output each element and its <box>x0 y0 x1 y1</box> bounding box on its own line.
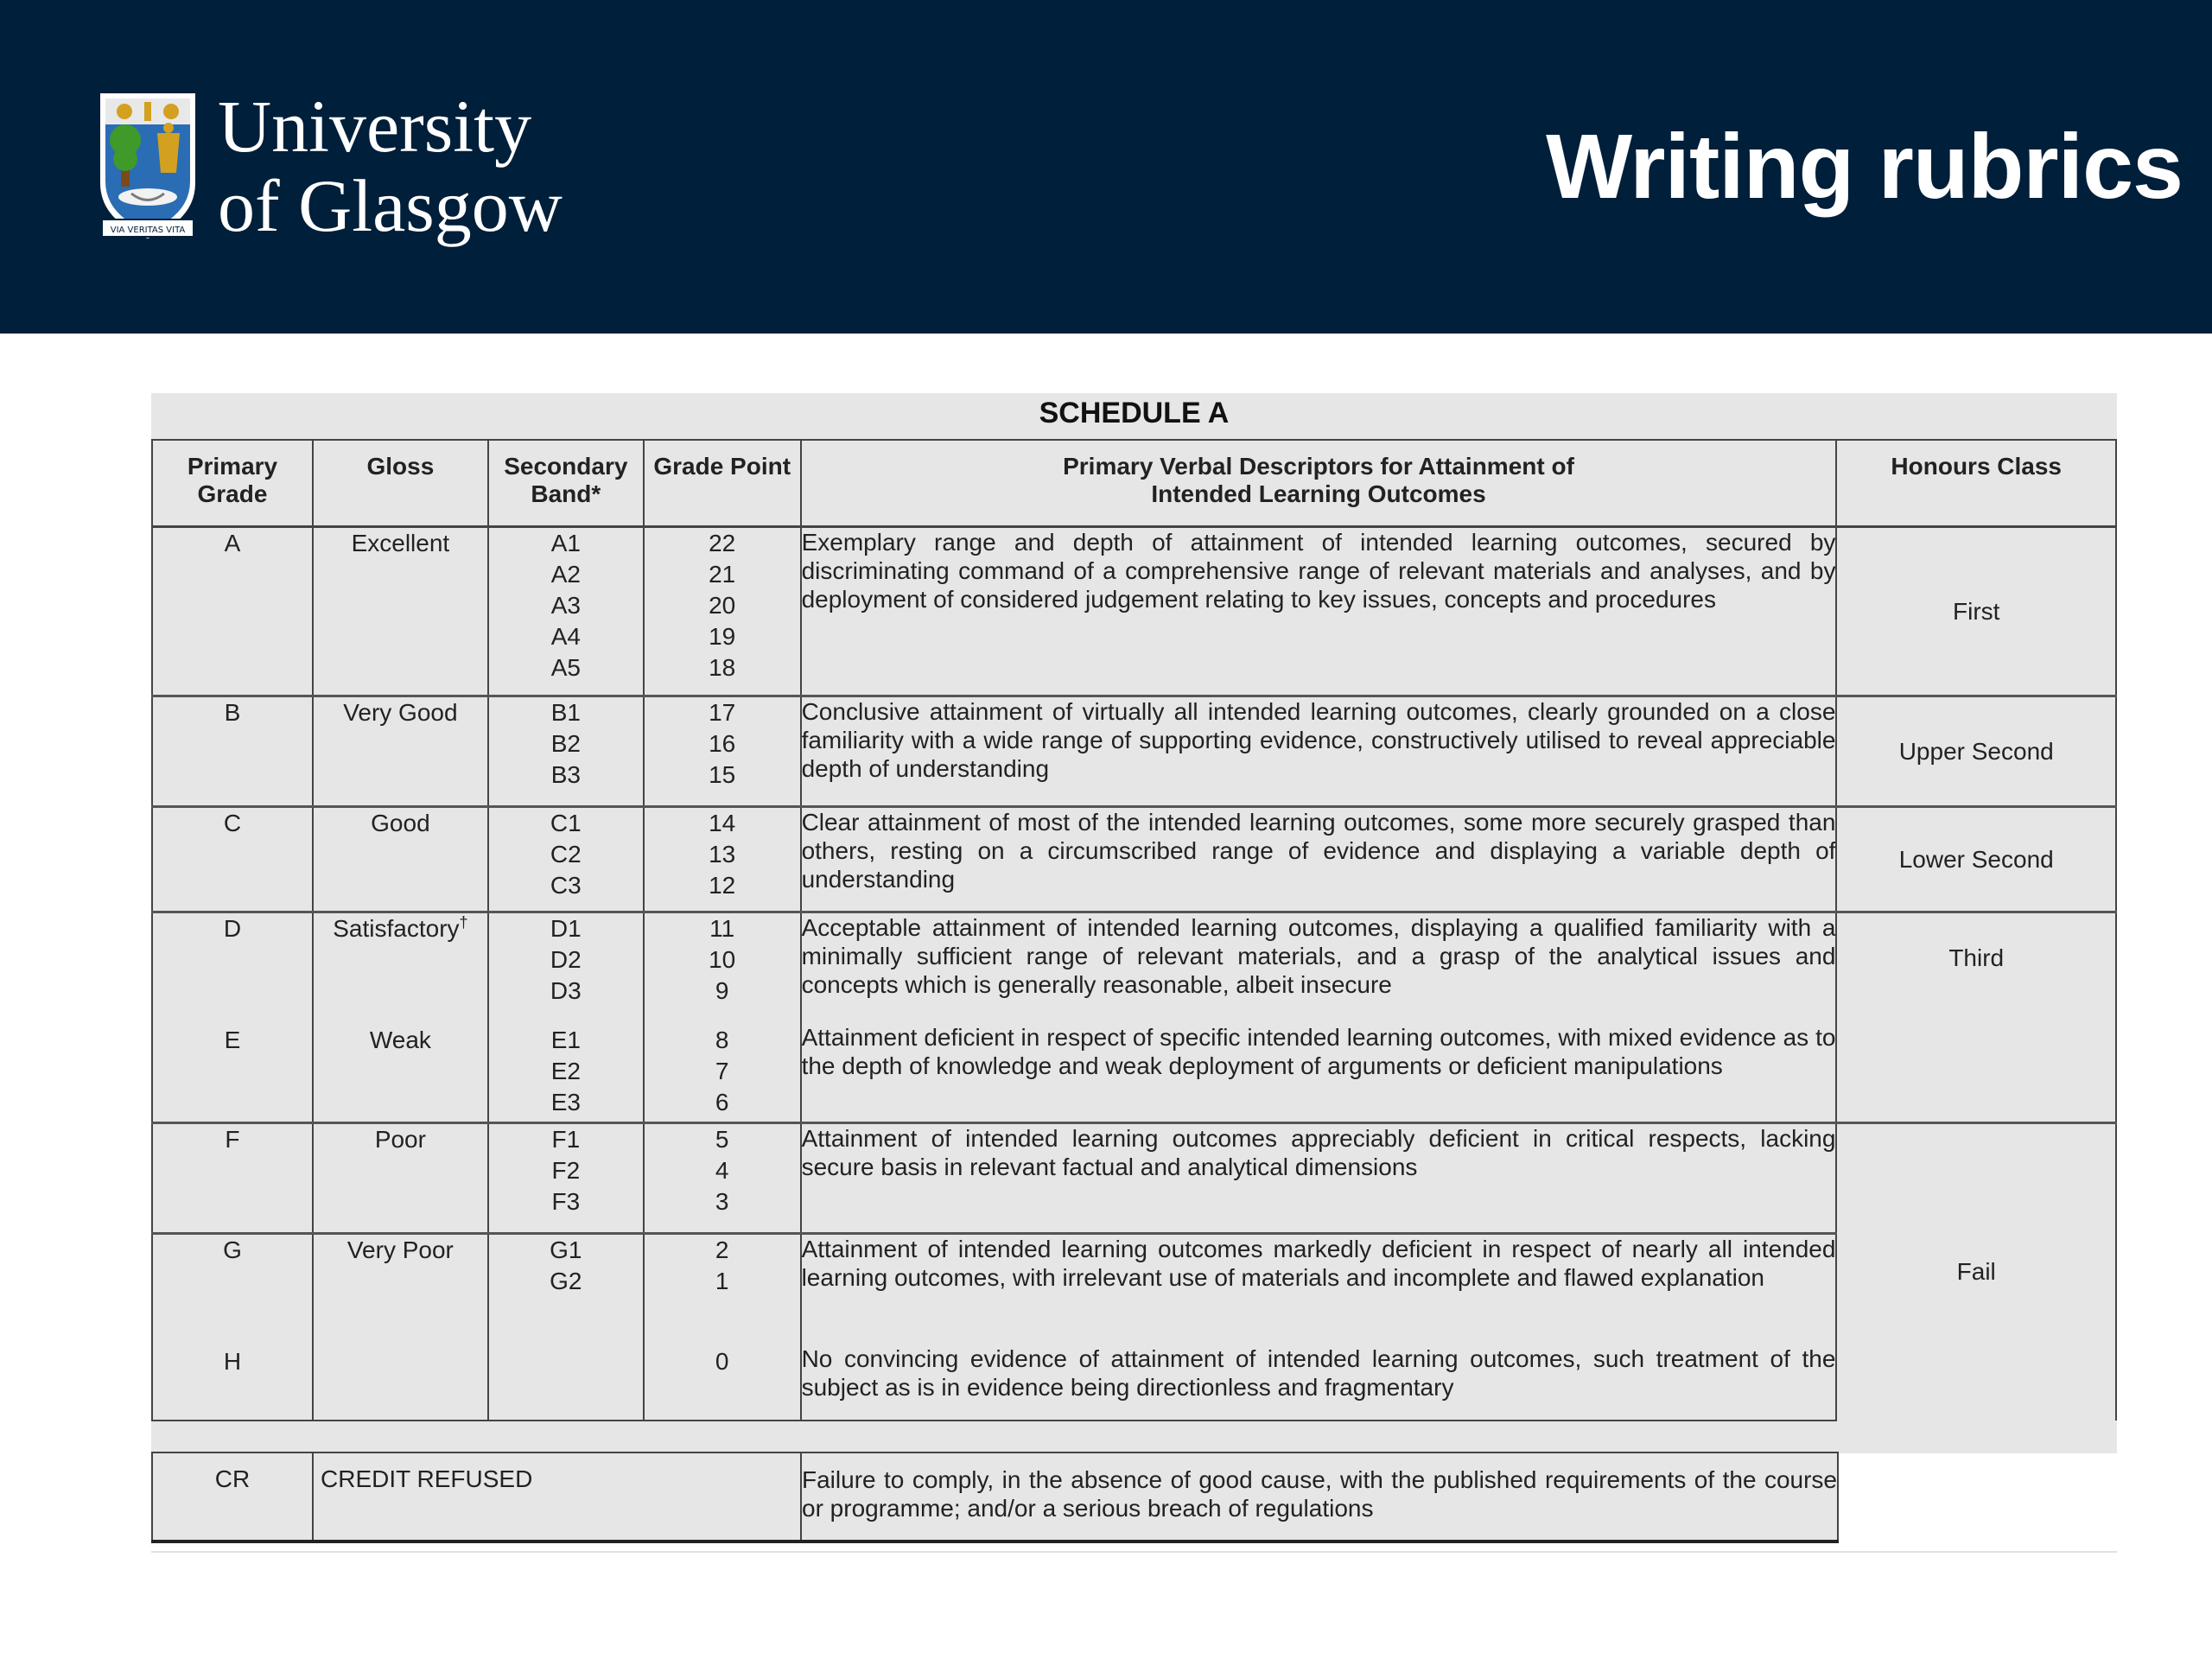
primary-grade-cell: A <box>152 527 313 696</box>
secondary-band-cell: G1 G2 <box>488 1234 644 1339</box>
primary-grade-cell: H <box>152 1339 313 1421</box>
gloss-cell: Good <box>313 807 488 912</box>
descriptor-cell: Attainment deficient in respect of specific intended learning outcomes, with mixed evidence as to the depth of knowledge and weak deployment of arguments or deficient manipulations <box>801 1018 1837 1123</box>
honours-class-cell: Lower Second <box>1836 807 2116 912</box>
honours-class-cell: Upper Second <box>1836 696 2116 807</box>
table-row <box>152 807 2116 912</box>
logo-line-1: University <box>218 85 532 168</box>
table-row <box>152 696 2116 807</box>
gloss-text: Satisfactory <box>333 915 460 942</box>
credit-label-cell: CREDIT REFUSED <box>313 1452 801 1541</box>
credit-code-cell: CR <box>152 1452 313 1541</box>
gloss-cell: Poor <box>313 1123 488 1234</box>
grade-point-cell: 2 1 <box>644 1234 801 1339</box>
schedule-document <box>151 393 2117 1453</box>
descriptor-cell: Conclusive attainment of virtually all intended learning outcomes, clearly grounded on a close familiarity with a wide range of supporting evidence, constructively utilised to reveal appreciable depth of understanding <box>801 696 1837 807</box>
grade-point-cell: 22 21 20 19 18 <box>644 527 801 696</box>
secondary-band-cell <box>488 1339 644 1421</box>
table-row <box>152 1123 2116 1234</box>
primary-grade-cell: G <box>152 1234 313 1339</box>
column-header: Grade Point <box>644 440 801 527</box>
table-row <box>152 1018 2116 1123</box>
descriptor-cell: Exemplary range and depth of attainment of intended learning outcomes, secured by discriminating command of a comprehensive range of relevant materials and analyses, and by deployment of considered judgement relating to key issues, concepts and procedures <box>801 527 1837 696</box>
logo-line-2: of Glasgow <box>218 164 563 247</box>
gloss-cell: Excellent <box>313 527 488 696</box>
descriptor-cell: Clear attainment of most of the intended learning outcomes, some more securely grasped than others, resting on a circumscribed range of evidence and displaying a variable depth of understanding <box>801 807 1837 912</box>
honours-class-cell: Fail <box>1836 1123 2116 1421</box>
descriptor-cell: Attainment of intended learning outcomes appreciably deficient in critical respects, lacking secure basis in relevant factual and analytical dimensions <box>801 1123 1837 1234</box>
crest-icon <box>97 90 199 244</box>
grade-point-cell: 17 16 15 <box>644 696 801 807</box>
table-row <box>152 912 2116 1018</box>
grading-rubric-table <box>151 439 2117 1421</box>
secondary-band-cell: A1 A2 A3 A4 A5 <box>488 527 644 696</box>
primary-grade-cell: F <box>152 1123 313 1234</box>
motto-text: VIA VERITAS VITA <box>110 226 186 235</box>
grade-point-cell: 8 7 6 <box>644 1018 801 1123</box>
footer-divider <box>151 1551 2117 1553</box>
table-header-row <box>152 440 2116 527</box>
descriptor-cell: Acceptable attainment of intended learning outcomes, displaying a qualified familiarity with a minimally sufficient range of relevant materials, and a grasp of the analytical issues and concepts which is generally reasonable, albeit insecure <box>801 912 1837 1018</box>
credit-descriptor-cell: Failure to comply, in the absence of good cause, with the published requirements of the course or programme; and/or a serious breach of regulations <box>801 1452 1838 1541</box>
slide-header <box>0 0 2212 334</box>
secondary-band-cell: F1 F2 F3 <box>488 1123 644 1234</box>
secondary-band-cell: D1 D2 D3 <box>488 912 644 1018</box>
logo-wordmark <box>218 86 563 245</box>
secondary-band-cell: C1 C2 C3 <box>488 807 644 912</box>
column-header: Secondary Band* <box>488 440 644 527</box>
gloss-cell: Very Poor <box>313 1234 488 1339</box>
column-header: Honours Class <box>1836 440 2116 527</box>
primary-grade-cell: E <box>152 1018 313 1123</box>
credit-refused-row <box>152 1452 1838 1541</box>
secondary-band-cell: E1 E2 E3 <box>488 1018 644 1123</box>
grade-point-cell: 14 13 12 <box>644 807 801 912</box>
descriptor-cell: No convincing evidence of attainment of intended learning outcomes, such treatment of the subject as is in evidence being directionless and fragmentary <box>801 1339 1837 1421</box>
gloss-cell: Very Good <box>313 696 488 807</box>
honours-class-cell <box>1836 912 2116 1123</box>
university-logo <box>97 86 581 246</box>
primary-grade-cell: D <box>152 912 313 1018</box>
table-row <box>152 1234 2116 1339</box>
column-header: Gloss <box>313 440 488 527</box>
footnote-mark: † <box>459 913 468 931</box>
grade-point-cell: 0 <box>644 1339 801 1421</box>
gloss-cell: Weak <box>313 1018 488 1123</box>
honours-class-cell: First <box>1836 527 2116 696</box>
table-row <box>152 527 2116 696</box>
slide-title: Writing rubrics <box>1546 116 2183 218</box>
gloss-cell <box>313 912 488 1018</box>
credit-refused-table <box>151 1452 1839 1543</box>
column-header: Primary Verbal Descriptors for Attainment of Intended Learning Outcomes <box>801 440 1837 527</box>
column-header: Primary Grade <box>152 440 313 527</box>
grade-point-cell: 5 4 3 <box>644 1123 801 1234</box>
secondary-band-cell: B1 B2 B3 <box>488 696 644 807</box>
honours-class-text: Third <box>1948 944 2005 971</box>
table-row <box>152 1339 2116 1421</box>
schedule-heading: SCHEDULE A <box>1039 397 1230 429</box>
primary-grade-cell: C <box>152 807 313 912</box>
grade-point-cell: 11 10 9 <box>644 912 801 1018</box>
descriptor-cell: Attainment of intended learning outcomes markedly deficient in respect of nearly all intended learning outcomes, with irrelevant use of materials and incomplete and flawed explanation <box>801 1234 1837 1339</box>
gloss-cell <box>313 1339 488 1421</box>
primary-grade-cell: B <box>152 696 313 807</box>
